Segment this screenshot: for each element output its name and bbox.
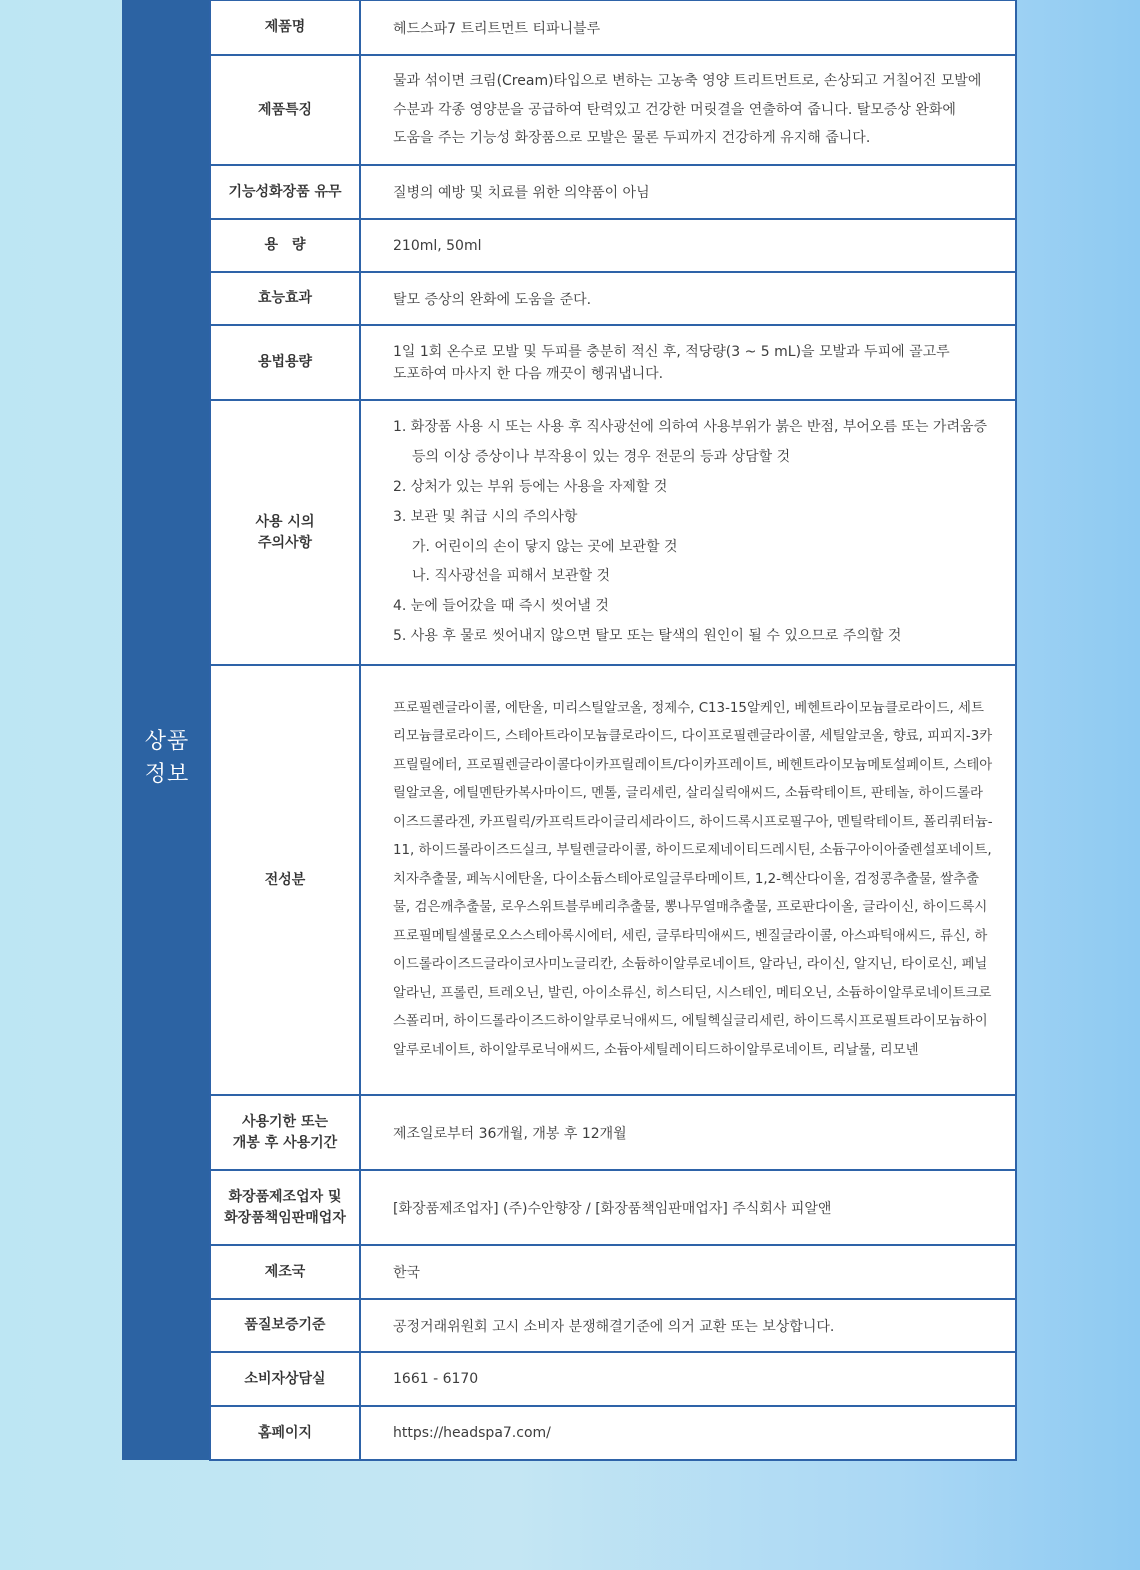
row-label: 사용 시의 주의사항 [210, 400, 360, 665]
row-label: 전성분 [210, 665, 360, 1095]
row-value: 한국 [360, 1245, 1016, 1299]
caution-line: 5. 사용 후 물로 씻어내지 않으면 탈모 또는 탈색의 원인이 될 수 있으므로 주의할 것 [393, 627, 902, 644]
row-usage [210, 325, 1016, 400]
ingredients-text: 프로필렌글라이콜, 에탄올, 미리스틸알코올, 정제수, C13-15알케인, 베헨트라이모늄클로라이드, 세트리모늄클로라이드, 스테아트라이모늄클로라이드, 다이프로필렌글라이콜, 세틸알코올, 향료, 피피지-3카프릴릴에터, 프로필렌글라이콜다이카프릴레이트/다이카프레이트, 베헨트라이모늄메토설페이트, 스테아릴알코올, 에틸멘탄카복사마이드, 멘톨, 글리세린, 살리실릭애씨드, 소듐락테이트, 판테놀, 하이드롤라이즈드콜라겐, 카프릴릭/카프릭트라이글리세라이드, 하이드록시프로필구아, 멘틸락테이트, 폴리쿼터늄-11, 하이드롤라이즈드실크, 부틸렌글라이콜, 하이드로제네이티드레시틴, 소듐구아이아줄렌설포네이트, 치자추출물, 페녹시에탄올, 다이소듐스테아로일글루타메이트, 1,2-헥산다이올, 검정콩추출물, 쌀추출물, 검은깨추출물, 로우스위트블루베리추출물, 뽕나무열매추출물, 프로판다이올, 글라이신, 하이드록시프로필메틸셀룰로오스스테아록시에터, 세린, 글루타믹애씨드, 벤질글라이콜, 아스파틱애씨드, 류신, 하이드롤라이즈드글라이코사미노글리칸, 소듐하이알루로네이트, 알라닌, 라이신, 알지닌, 타이로신, 페닐알라닌, 프롤린, 트레오닌, 발린, 아이소류신, 히스티딘, 시스테인, 메티오닌, 소듐하이알루로네이트크로스폴리머, 하이드롤라이즈드하이알루로닉애씨드, 에틸헥실글리세린, 하이드록시프로필트라이모늄하이알루로네이트, 하이알루로닉애씨드, 소듐아세틸레이티드하이알루로네이트, 리날룰, 리모넨 [393, 700, 993, 1058]
row-label: 제품명 [210, 0, 360, 55]
row-manufacturer [210, 1170, 1016, 1245]
row-value: 헤드스파7 트리트먼트 티파니블루 [360, 0, 1016, 55]
caution-line: 4. 눈에 들어갔을 때 즉시 씻어낼 것 [393, 598, 609, 615]
row-value: 210ml, 50ml [360, 219, 1016, 272]
row-label: 품질보증기준 [210, 1299, 360, 1352]
row-efficacy [210, 272, 1016, 325]
caution-line: 나. 직사광선을 피해서 보관할 것 [412, 568, 611, 585]
row-cautions [210, 400, 1016, 665]
row-value: 제조일로부터 36개월, 개봉 후 12개월 [360, 1095, 1016, 1170]
row-value [360, 55, 1016, 165]
row-value: 공정거래위원회 고시 소비자 분쟁해결기준에 의거 교환 또는 보상합니다. [360, 1299, 1016, 1352]
row-label: 용 량 [210, 219, 360, 272]
row-product-features [210, 55, 1016, 165]
row-label: 제품특징 [210, 55, 360, 165]
row-label: 효능효과 [210, 272, 360, 325]
row-value [360, 325, 1016, 400]
row-value: 질병의 예방 및 치료를 위한 의약품이 아님 [360, 165, 1016, 219]
caution-line: 1. 화장품 사용 시 또는 사용 후 직사광선에 의하여 사용부위가 붉은 반점, 부어오름 또는 가려움증 [393, 419, 988, 436]
row-value: [화장품제조업자] (주)수안향장 / [화장품책임판매업자] 주식회사 피알앤 [360, 1170, 1016, 1245]
row-label: 화장품제조업자 및 화장품책임판매업자 [210, 1170, 360, 1245]
caution-line: 가. 어린이의 손이 닿지 않는 곳에 보관할 것 [412, 538, 678, 555]
row-expiry [210, 1095, 1016, 1170]
caution-line: 3. 보관 및 취급 시의 주의사항 [393, 508, 578, 525]
caution-line: 등의 이상 증상이나 부작용이 있는 경우 전문의 등과 상담할 것 [412, 449, 791, 466]
row-label: 용법용량 [210, 325, 360, 400]
caution-line: 2. 상처가 있는 부위 등에는 사용을 자제할 것 [393, 478, 668, 495]
product-info-table [209, 0, 1017, 1461]
homepage-link[interactable]: https://headspa7.com/ [393, 1425, 551, 1441]
row-product-name [210, 0, 1016, 55]
row-label: 제조국 [210, 1245, 360, 1299]
row-country [210, 1245, 1016, 1299]
row-label: 소비자상담실 [210, 1352, 360, 1406]
row-label: 기능성화장품 유무 [210, 165, 360, 219]
usage-text: 1일 1회 온수로 모발 및 두피를 충분히 적신 후, 적당량(3 ~ 5 mL)을 모발과 두피에 골고루 도포하여 마사지 한 다음 깨끗이 헹궈냅니다. [393, 343, 950, 382]
row-quality-guarantee [210, 1299, 1016, 1352]
row-value [360, 1406, 1016, 1460]
row-ingredients [210, 665, 1016, 1095]
product-info-title-line: 상품 [144, 729, 190, 754]
row-functional-cosmetic [210, 165, 1016, 219]
row-homepage [210, 1406, 1016, 1460]
row-customer-service [210, 1352, 1016, 1406]
row-value: 탈모 증상의 완화에 도움을 준다. [360, 272, 1016, 325]
row-volume [210, 219, 1016, 272]
product-info-title-line: 정보 [144, 762, 190, 787]
product-info-title [122, 725, 212, 791]
row-value [360, 665, 1016, 1095]
row-label: 사용기한 또는 개봉 후 사용기간 [210, 1095, 360, 1170]
row-value [360, 400, 1016, 665]
row-label: 홈페이지 [210, 1406, 360, 1460]
caution-list [393, 413, 993, 651]
features-text: 물과 섞이면 크림(Cream)타입으로 변하는 고농축 영양 트리트먼트로, 손상되고 거칠어진 모발에 수분과 각종 영양분을 공급하여 탄력있고 건강한 머릿결을 연출하여 줍니다. 탈모증상 완화에 도움을 주는 기능성 화장품으로 모발은 물론 두피까지 건강하게 유지해 줍니다. [393, 73, 982, 147]
row-value: 1661 - 6170 [360, 1352, 1016, 1406]
